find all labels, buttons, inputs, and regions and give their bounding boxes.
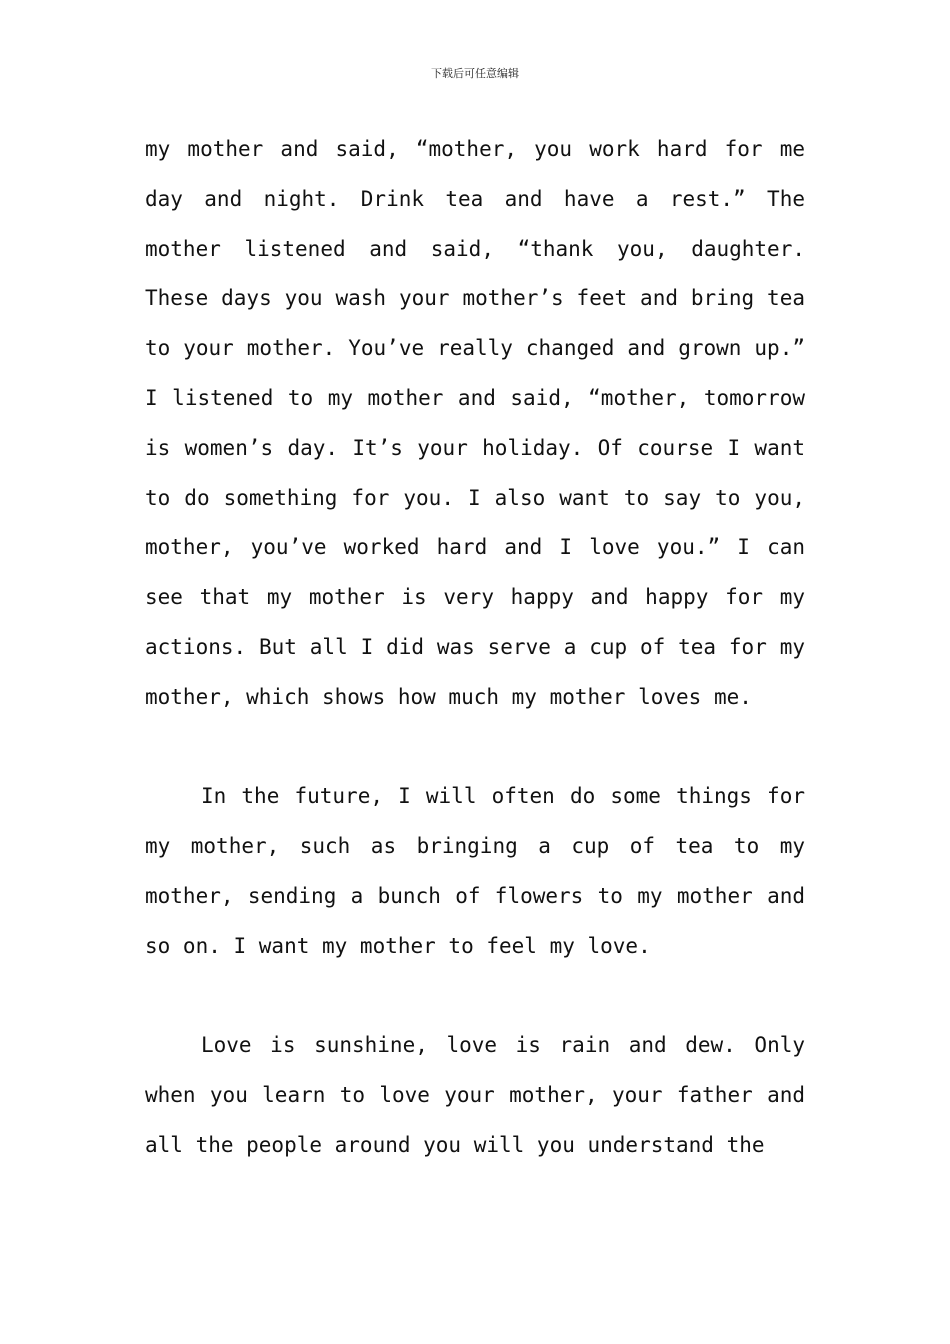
paragraph: my mother and said, “mother, you work hard for me day and night. Drink tea and have a rest.” The mother listened and said, “thank you, daughter. These days you wash your mother’s feet and bring tea to your mother. You’ve really changed and grown up.” I listened to my mother and said, “mother, tomorrow is women’s day. It’s your holiday. Of course I want to do something for you. I also want to say to you, mother, you’ve worked hard and I love you.” I can see that my mother is very happy and happy for my actions. But all I did was serve a cup of tea for my mother, which shows how much my mother loves me. xyxy=(145,137,805,709)
page-header: 下载后可任意编辑 xyxy=(431,67,519,80)
paragraph: Love is sunshine, love is rain and dew. Only when you learn to love your mother, your father and all the people around you will you understand the xyxy=(145,1033,805,1157)
paragraph: In the future, I will often do some things for my mother, such as bringing a cup of tea to my mother, sending a bunch of flowers to my mother and so on. I want my mother to feel my love. xyxy=(145,784,805,958)
document-body xyxy=(145,125,805,1171)
